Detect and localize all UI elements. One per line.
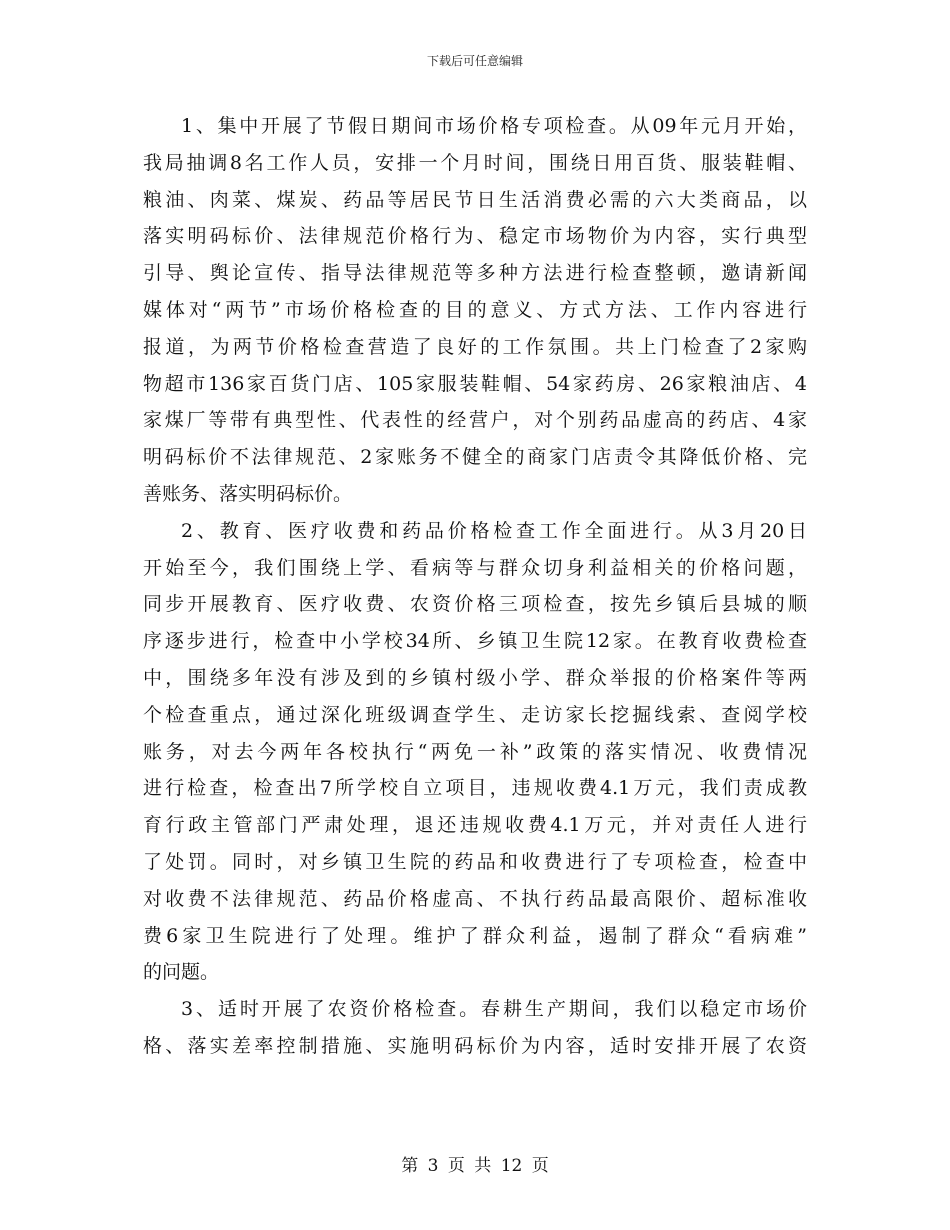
text-line: 1、集中开展了节假日期间市场价格专项检查。从09年元月开始， [181, 115, 807, 137]
text-line: 我局抽调8名工作人员，安排一个月时间，围绕日用百货、服装鞋帽、 [143, 151, 807, 174]
text-line: 育行政主管部门严肃处理，退还违规收费4.1万元，并对责任人进行 [143, 814, 807, 837]
paragraph-2 [143, 513, 807, 991]
text-line: 落实明码标价、法律规范价格行为、稳定市场物价为内容，实行典型 [143, 225, 807, 248]
page-number-footer: 第 3 页 共 12 页 [401, 1156, 549, 1176]
text-line: 家煤厂等带有典型性、代表性的经营户，对个别药品虚高的药店、4家 [143, 409, 807, 432]
text-line: 报道，为两节价格检查营造了良好的工作氛围。共上门检查了2家购 [143, 335, 807, 358]
text-line: 引导、舆论宣传、指导法律规范等多种方法进行检查整顿，邀请新闻 [143, 262, 807, 285]
text-line: 了处罚。同时，对乡镇卫生院的药品和收费进行了专项检查，检查中 [143, 850, 807, 873]
text-line: 的问题。 [143, 961, 220, 984]
page-header: 下载后可任意编辑 [426, 54, 523, 68]
paragraph-1 [143, 108, 807, 513]
text-line: 善账务、落实明码标价。 [143, 482, 353, 505]
text-line: 账务，对去今两年各校执行“两免一补”政策的落实情况、收费情况 [143, 740, 807, 763]
text-line: 序逐步进行，检查中小学校34所、乡镇卫生院12家。在教育收费检查 [143, 630, 807, 653]
text-line: 粮油、肉菜、煤炭、药品等居民节日生活消费必需的六大类商品，以 [143, 188, 807, 211]
text-line: 3、适时开展了农资价格检查。春耕生产期间，我们以稳定市场价 [181, 998, 807, 1021]
text-line: 开始至今，我们围绕上学、看病等与群众切身利益相关的价格问题， [143, 556, 807, 579]
text-line: 物超市136家百货门店、105家服装鞋帽、54家药房、26家粮油店、4 [143, 372, 807, 395]
text-line: 中，围绕多年没有涉及到的乡镇村级小学、群众举报的价格案件等两 [143, 666, 807, 689]
text-line: 对收费不法律规范、药品价格虚高、不执行药品最高限价、超标准收 [143, 887, 807, 910]
text-line: 2、教育、医疗收费和药品价格检查工作全面进行。从3月20日 [181, 519, 807, 542]
text-line: 格、落实差率控制措施、实施明码标价为内容，适时安排开展了农资 [143, 1034, 807, 1057]
paragraph-3 [143, 991, 807, 1065]
text-line: 进行检查，检查出7所学校自立项目，违规收费4.1万元，我们责成教 [143, 777, 807, 800]
document-body [143, 108, 807, 1065]
text-line: 费6家卫生院进行了处理。维护了群众利益，遏制了群众“看病难” [143, 924, 807, 947]
text-line: 个检查重点，通过深化班级调查学生、走访家长挖掘线索、查阅学校 [143, 703, 807, 726]
text-line: 明码标价不法律规范、2家账务不健全的商家门店责令其降低价格、完 [143, 446, 807, 469]
text-line: 同步开展教育、医疗收费、农资价格三项检查，按先乡镇后县城的顺 [143, 593, 807, 616]
text-line: 媒体对“两节”市场价格检查的目的意义、方式方法、工作内容进行 [143, 298, 807, 321]
